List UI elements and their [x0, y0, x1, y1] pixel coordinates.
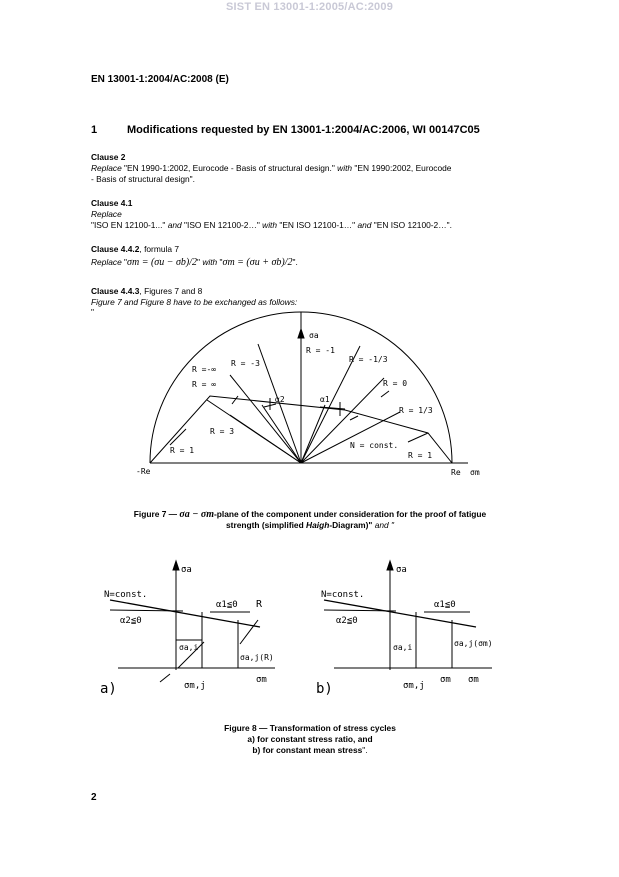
fig8b-y-arrow-icon	[387, 561, 393, 570]
svg-text:R =-∞: R =-∞	[192, 365, 217, 374]
svg-text:σa,j(R): σa,j(R)	[240, 653, 274, 662]
svg-text:σm: σm	[468, 675, 479, 685]
svg-text:σa: σa	[181, 565, 192, 575]
svg-text:R = 3: R = 3	[210, 427, 235, 436]
page-number: 2	[91, 792, 97, 803]
formula-new: σm = (σu + σb)/2	[222, 257, 293, 268]
svg-text:R = ∞: R = ∞	[192, 380, 217, 389]
clause-4-4-3-heading: Clause 4.4.3, Figures 7 and 8	[91, 286, 203, 296]
svg-text:σm,j: σm,j	[184, 681, 206, 691]
svg-text:R = -1/3: R = -1/3	[349, 355, 388, 364]
watermark: SIST EN 13001-1:2005/AC:2009	[225, 1, 394, 13]
section-number: 1	[91, 124, 98, 136]
fig8a-tag: a)	[100, 681, 117, 697]
clause-4-1-replace: Replace	[91, 209, 122, 219]
svg-text:σa: σa	[396, 565, 407, 575]
svg-text:N = const.: N = const.	[350, 441, 399, 450]
svg-text:R = 0: R = 0	[383, 379, 408, 388]
svg-text:σm,j: σm,j	[403, 681, 425, 691]
section-title: Modifications requested by EN 13001-1:2004/AC:2006, WI 00147C05	[127, 124, 480, 136]
clause-4-4-2-heading: Clause 4.4.2, formula 7	[91, 244, 179, 254]
svg-text:R = -1: R = -1	[306, 346, 335, 355]
svg-text:α2: α2	[275, 395, 285, 404]
svg-text:R: R	[256, 599, 263, 610]
fig7-sigma-a-label: σa	[309, 331, 319, 340]
svg-text:α1≦0: α1≦0	[434, 600, 456, 610]
clause-4-1-text: "ISO EN 12100-1..." and "ISO EN 12100-2…" with "EN ISO 12100-1…" and "EN ISO 12100-2…".	[91, 220, 452, 230]
fig7-neg-re-label: -Re	[136, 467, 151, 476]
fig7-sigma-m-label: σm	[470, 468, 480, 477]
svg-text:α2≦0: α2≦0	[336, 616, 358, 626]
svg-text:α1≦0: α1≦0	[216, 600, 238, 610]
clause-4-4-2-text: Replace "σm = (σu − σb)/2" with "σm = (σu + σb)/2".	[91, 257, 298, 268]
fig8b-tag: b)	[316, 681, 333, 697]
clause-2-heading: Clause 2	[91, 152, 126, 162]
svg-text:σa,i: σa,i	[393, 643, 413, 652]
svg-text:σa,j(σm): σa,j(σm)	[454, 639, 493, 648]
svg-text:R = 1/3: R = 1/3	[399, 406, 433, 415]
fig7-re-label: Re	[451, 468, 461, 477]
svg-text:N=const.: N=const.	[104, 590, 148, 600]
svg-text:α1: α1	[320, 395, 330, 404]
svg-text:R = 1: R = 1	[408, 451, 433, 460]
clause-2-text: Replace "EN 1990-1:2002, Eurocode - Basis of structural design." with "EN 1990:2002, Eurocode - Basis of structural design".	[91, 163, 452, 184]
figure-7-caption: Figure 7 — σa − σm-plane of the component under consideration for the proof of fatigue strength (simplified Haigh-Diagram)" and "	[133, 509, 487, 530]
formula-old: σm = (σu − σb)/2	[127, 257, 197, 268]
svg-text:N=const.: N=const.	[321, 590, 365, 600]
document-reference: EN 13001-1:2004/AC:2008 (E)	[91, 74, 229, 85]
svg-text:σa,i: σa,i	[179, 643, 199, 652]
fig8a-y-arrow-icon	[173, 561, 179, 570]
svg-text:R = 1: R = 1	[170, 446, 195, 455]
clause-4-4-3-text: Figure 7 and Figure 8 have to be exchanged as follows:	[91, 297, 298, 307]
clause-4-1-heading: Clause 4.1	[91, 198, 133, 208]
svg-text:α2≦0: α2≦0	[120, 616, 142, 626]
figure-8-caption: Figure 8 — Transformation of stress cycles a) for constant stress ratio, and b) for constant mean stress".	[224, 723, 396, 755]
svg-text:σm: σm	[440, 675, 451, 685]
clause-4-4-3-quote: "	[91, 307, 94, 317]
svg-text:σm: σm	[256, 675, 267, 685]
svg-text:R = -3: R = -3	[231, 359, 260, 368]
